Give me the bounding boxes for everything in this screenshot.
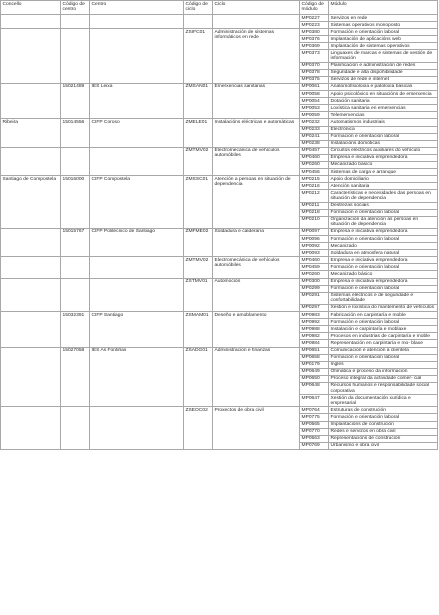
table-row: [1, 176, 438, 183]
centro-cell: CIFP Compostela: [90, 176, 184, 229]
module-name-cell: Anatomofisioloxía e patoloxía básicas: [329, 83, 438, 90]
module-name-cell: Empresa e iniciativa emprendedora: [329, 278, 438, 285]
module-name-cell: Empresa e iniciativa emprendedora: [329, 154, 438, 161]
module-name-cell: Seguridade e alta dispoñibilidade: [329, 69, 438, 76]
module-code-cell: MP0297: [300, 304, 329, 311]
module-name-cell: Organización da atención ás persoas en situación de dependencia: [329, 216, 438, 228]
module-name-cell: Soldadura en atmosfera natural: [329, 250, 438, 257]
module-name-cell: Representación en carpintaría e mo- blaxe: [329, 340, 438, 347]
module-code-cell: MP0218: [300, 209, 329, 216]
centro-cell: [90, 147, 184, 175]
module-name-cell: Redes e servizos en obra civil: [329, 428, 438, 435]
module-code-cell: MP0460: [300, 154, 329, 161]
module-code-cell: MP0058: [300, 91, 329, 98]
module-code-cell: MP0650: [300, 375, 329, 382]
module-code-cell: MP0241: [300, 133, 329, 140]
module-name-cell: Xestión e loxística do mantemento de vehículos: [329, 304, 438, 311]
module-code-cell: MP0770: [300, 428, 329, 435]
module-name-cell: Loxística sanitaria en emerxencias: [329, 105, 438, 112]
module-code-cell: MP0983: [300, 312, 329, 319]
centro-code-cell: 15032391: [61, 312, 90, 347]
module-code-cell: MP0648: [300, 382, 329, 394]
module-code-cell: MP0059: [300, 112, 329, 119]
module-code-cell: MP0227: [300, 15, 329, 22]
ciclo-code-cell: ZSEOC02: [184, 407, 213, 450]
concello-cell: Santiago de Compostela: [1, 176, 61, 229]
module-code-cell: MP0376: [300, 36, 329, 43]
module-name-cell: Implantacións de construción: [329, 421, 438, 428]
centro-cell: CIFP Santiago: [90, 312, 184, 347]
module-code-cell: MP0460: [300, 257, 329, 264]
module-code-cell: MP0238: [300, 140, 329, 147]
module-name-cell: Instalacións domóticas: [329, 140, 438, 147]
ciclo-code-cell: ZMTMV02: [184, 147, 213, 175]
module-code-cell: MP0457: [300, 147, 329, 154]
module-code-cell: MP0212: [300, 190, 329, 202]
ciclo-code-cell: ZMSAN01: [184, 83, 213, 118]
module-code-cell: MP0211: [300, 202, 329, 209]
concello-cell: [1, 257, 61, 278]
concello-cell: [1, 228, 61, 256]
module-name-cell: Linguaxes de marcas e sistemas de xestión de información: [329, 50, 438, 62]
table-header: [1, 1, 438, 15]
centro-code-cell: [61, 29, 90, 84]
module-name-cell: Sistemas eléctricos e de seguridade e confortabilidade: [329, 292, 438, 304]
concello-cell: [1, 147, 61, 175]
module-name-cell: Circuítos eléctricos auxiliares do vehículo: [329, 147, 438, 154]
centro-cell: [90, 407, 184, 450]
ciclo-cell: Instalacións eléctricas e automáticas: [213, 119, 300, 147]
module-name-cell: Apoio psicolóxico en situacións de emerxencia: [329, 91, 438, 98]
module-name-cell: Sistemas operativos monoposto: [329, 22, 438, 29]
module-code-cell: MP0373: [300, 50, 329, 62]
centro-cell: CIFP Politécnico de Santiago: [90, 228, 184, 256]
module-name-cell: Destrezas sociais: [329, 202, 438, 209]
module-code-cell: MP0988: [300, 326, 329, 333]
module-name-cell: Apoio domiciliario: [329, 176, 438, 183]
module-code-cell: MP0984: [300, 340, 329, 347]
module-name-cell: Representacións de construción: [329, 435, 438, 442]
centro-code-cell: 15014556: [61, 119, 90, 147]
concello-cell: [1, 312, 61, 347]
module-name-cell: Electrónica: [329, 126, 438, 133]
centro-code-cell: [61, 278, 90, 311]
header-codigo-centro: Código de centro: [61, 1, 90, 15]
module-code-cell: MP0459: [300, 264, 329, 271]
module-code-cell: MP0179: [300, 361, 329, 368]
module-code-cell: MP0658: [300, 354, 329, 361]
table-row: [1, 119, 438, 126]
ciclo-cell: Automoción: [213, 278, 300, 311]
ciclo-cell: Administración e finanzas: [213, 347, 300, 407]
header-codigo-modulo: Código de módulo: [300, 1, 329, 15]
module-name-cell: Formación e orientación laboral: [329, 264, 438, 271]
centro-code-cell: 15021489: [61, 83, 90, 118]
centro-code-cell: [61, 407, 90, 450]
module-name-cell: Ofimática e proceso da información: [329, 368, 438, 375]
module-code-cell: MP0232: [300, 119, 329, 126]
ciclo-cell: Proxectos de obra civil: [213, 407, 300, 450]
ciclo-cell: Soldadura e calderaría: [213, 228, 300, 256]
module-name-cell: Instalación e carpintaría e moblaxe: [329, 326, 438, 333]
header-modulo: Módulo: [329, 1, 438, 15]
module-name-cell: Formación e orientación laboral: [329, 209, 438, 216]
table-row: [1, 15, 438, 22]
module-code-cell: MP0563: [300, 435, 329, 442]
module-name-cell: Implantación de aplicacións web: [329, 36, 438, 43]
header-row: [1, 1, 438, 15]
ciclo-cell: Deseño e amoblamento: [213, 312, 300, 347]
module-name-cell: Comunicación e atención á clientela: [329, 347, 438, 354]
centro-cell: [90, 257, 184, 278]
module-code-cell: MP0215: [300, 176, 329, 183]
module-code-cell: MP0651: [300, 347, 329, 354]
module-code-cell: MP0223: [300, 22, 329, 29]
module-name-cell: Mecanizado básico: [329, 271, 438, 278]
centro-cell: [90, 29, 184, 84]
module-code-cell: MP0649: [300, 368, 329, 375]
module-name-cell: Características e necesidades das persoas en situación de dependencia: [329, 190, 438, 202]
ciclo-cell: Electromecánica de vehículos automóbiles: [213, 257, 300, 278]
module-name-cell: Dotación sanitaria: [329, 98, 438, 105]
centro-cell: IES Leixa: [90, 83, 184, 118]
module-code-cell: MP0299: [300, 285, 329, 292]
ciclo-code-cell: ZSTMV01: [184, 278, 213, 311]
module-code-cell: MP0769: [300, 442, 329, 449]
module-code-cell: MP0764: [300, 407, 329, 414]
module-code-cell: MP0380: [300, 29, 329, 36]
module-code-cell: MP0260: [300, 161, 329, 168]
centro-cell: [90, 15, 184, 29]
module-name-cell: Formación e orientación laboral: [329, 29, 438, 36]
centro-cell: CIFP Coroso: [90, 119, 184, 147]
concello-cell: [1, 83, 61, 118]
ciclo-code-cell: ZMFME02: [184, 228, 213, 256]
centro-code-cell: 15027058: [61, 347, 90, 407]
module-code-cell: MP0456: [300, 169, 329, 176]
module-code-cell: MP0093: [300, 250, 329, 257]
module-code-cell: MP0053: [300, 105, 329, 112]
module-name-cell: Xestión da documentación xurídica e empresarial: [329, 395, 438, 407]
table-row: [1, 83, 438, 90]
ciclo-cell: Atención a persoas en situación de dependencia: [213, 176, 300, 229]
module-name-cell: Formación e orientación laboral: [329, 133, 438, 140]
header-centro: Centro: [90, 1, 184, 15]
table-row: [1, 228, 438, 235]
module-name-cell: Servizos en rede: [329, 15, 438, 22]
module-name-cell: Formación e orientación laboral: [329, 236, 438, 243]
module-code-cell: MP0982: [300, 333, 329, 340]
module-name-cell: Urbanismo e obra civil: [329, 442, 438, 449]
ciclo-cell: Electromecánica de vehículos automóbiles: [213, 147, 300, 175]
module-code-cell: MP0375: [300, 76, 329, 83]
ciclo-cell: Administración de sistemas informáticos en rede: [213, 29, 300, 84]
module-code-cell: MP0647: [300, 395, 329, 407]
ciclo-code-cell: ZMTMV02: [184, 257, 213, 278]
module-name-cell: Mecanizado: [329, 243, 438, 250]
module-name-cell: Recursos humanos e responsabilidade social corporativa: [329, 382, 438, 394]
table-row: [1, 278, 438, 285]
centro-code-cell: [61, 257, 90, 278]
module-code-cell: MP0092: [300, 243, 329, 250]
module-code-cell: MP0370: [300, 62, 329, 69]
module-code-cell: MP0260: [300, 271, 329, 278]
module-name-cell: Atención sanitaria: [329, 183, 438, 190]
module-name-cell: Formación e orientación laboral: [329, 414, 438, 421]
ciclo-code-cell: ZMSSC01: [184, 176, 213, 229]
module-code-cell: MP0054: [300, 98, 329, 105]
table-row: [1, 147, 438, 154]
table-row: [1, 312, 438, 319]
module-code-cell: MP0775: [300, 414, 329, 421]
table-body: [1, 15, 438, 450]
module-code-cell: MP0210: [300, 216, 329, 228]
module-code-cell: MP0300: [300, 278, 329, 285]
module-name-cell: Formación e orientación laboral: [329, 319, 438, 326]
module-name-cell: Telemerxencias: [329, 112, 438, 119]
module-name-cell: Empresa e iniciativa emprendedora: [329, 228, 438, 235]
concello-cell: [1, 278, 61, 311]
module-name-cell: Servizos de rede e internet: [329, 76, 438, 83]
ciclo-code-cell: ZSMAM01: [184, 312, 213, 347]
module-name-cell: Formación e orientación laboral: [329, 354, 438, 361]
module-name-cell: Inglés: [329, 361, 438, 368]
module-code-cell: MP0097: [300, 228, 329, 235]
module-code-cell: MP0369: [300, 43, 329, 50]
module-name-cell: Formación e orientación laboral: [329, 285, 438, 292]
concello-cell: [1, 407, 61, 450]
module-name-cell: Automatismos industriais: [329, 119, 438, 126]
centro-cell: IES As Fontiñas: [90, 347, 184, 407]
ciclo-cell: Emerxencias sanitarias: [213, 83, 300, 118]
centro-cell: [90, 278, 184, 311]
centro-code-cell: [61, 15, 90, 29]
module-code-cell: MP0992: [300, 319, 329, 326]
module-name-cell: Fabricación en carpintaría e moble: [329, 312, 438, 319]
module-name-cell: Estruturas de construción: [329, 407, 438, 414]
centro-code-cell: [61, 147, 90, 175]
module-name-cell: Procesos en industrias de carpintaría e moble: [329, 333, 438, 340]
module-name-cell: Empresa e iniciativa emprendedora: [329, 257, 438, 264]
header-codigo-ciclo: Código de ciclo: [184, 1, 213, 15]
header-ciclo: Ciclo: [213, 1, 300, 15]
module-name-cell: Implantación de sistemas operativos: [329, 43, 438, 50]
module-name-cell: Sistemas de carga e arranque: [329, 169, 438, 176]
header-concello: Concello: [1, 1, 61, 15]
module-code-cell: MP0096: [300, 236, 329, 243]
ciclo-code-cell: [184, 15, 213, 29]
ciclo-code-cell: ZSIFC01: [184, 29, 213, 84]
centro-code-cell: 15016000: [61, 176, 90, 229]
table-row: [1, 29, 438, 36]
ciclo-cell: [213, 15, 300, 29]
module-name-cell: Planificación e administración de redes: [329, 62, 438, 69]
ciclo-code-cell: ZMELE01: [184, 119, 213, 147]
concello-cell: [1, 347, 61, 407]
module-name-cell: Proceso integral da actividade comer- cial: [329, 375, 438, 382]
module-code-cell: MP0291: [300, 292, 329, 304]
concello-cell: Ribeira: [1, 119, 61, 147]
concello-cell: [1, 15, 61, 29]
centro-code-cell: 15015767: [61, 228, 90, 256]
table-row: [1, 407, 438, 414]
module-code-cell: MP0233: [300, 126, 329, 133]
module-code-cell: MP0565: [300, 421, 329, 428]
module-code-cell: MP0378: [300, 69, 329, 76]
module-name-cell: Mecanizado básico: [329, 161, 438, 168]
module-code-cell: MP0216: [300, 183, 329, 190]
concello-cell: [1, 29, 61, 84]
table-row: [1, 257, 438, 264]
module-code-cell: MP0061: [300, 83, 329, 90]
table-row: [1, 347, 438, 354]
ciclo-code-cell: ZSADG01: [184, 347, 213, 407]
